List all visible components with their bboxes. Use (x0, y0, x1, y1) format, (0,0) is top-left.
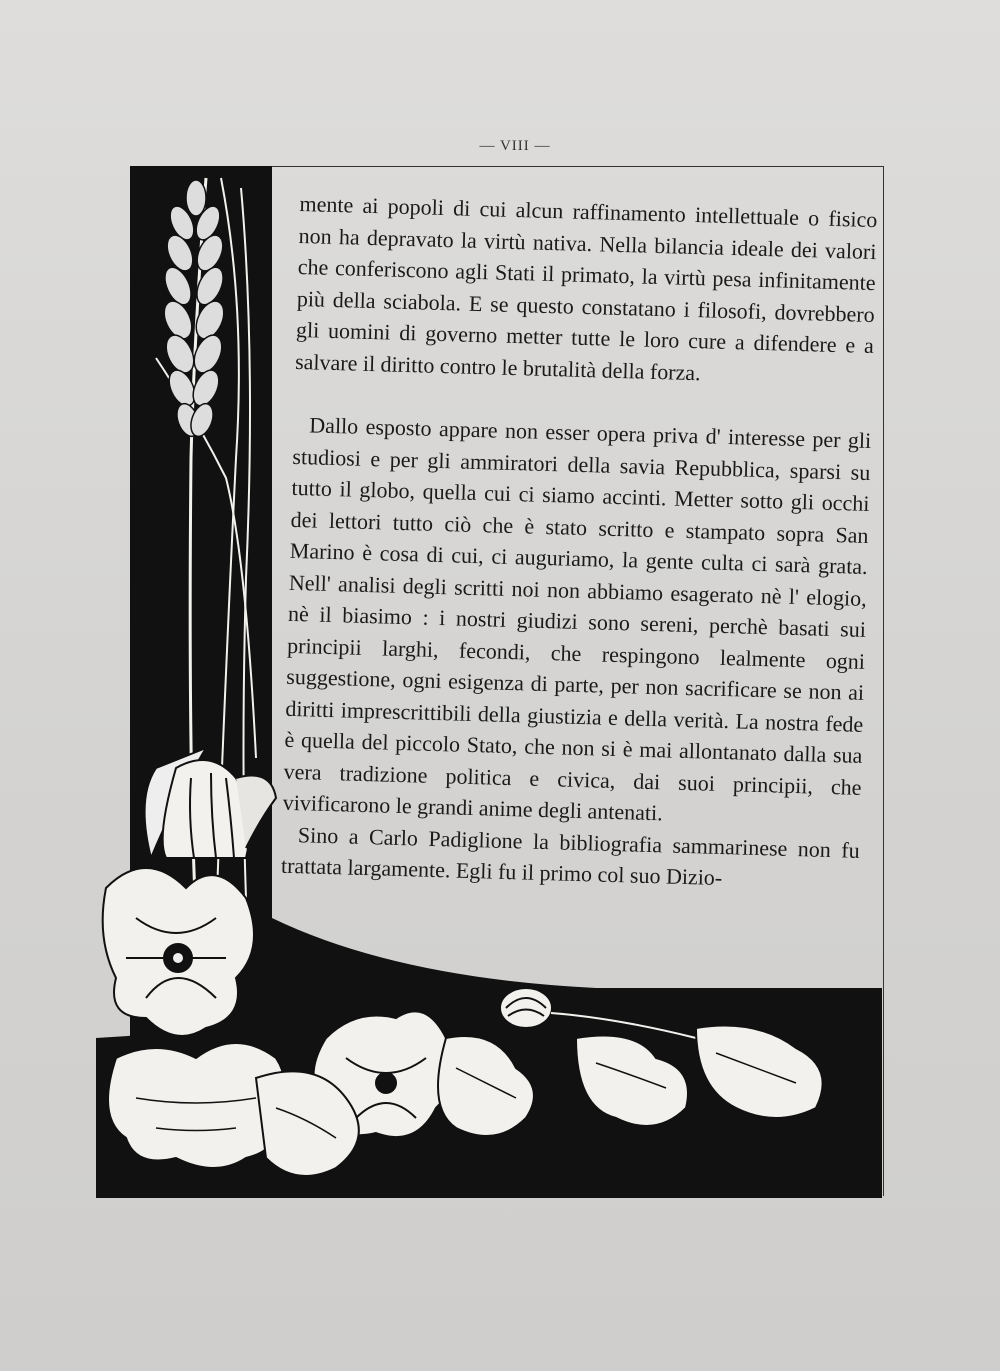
main-text (281, 188, 878, 897)
page-number: — VIII — (479, 138, 551, 154)
artist-monogram: NP (826, 1085, 867, 1115)
paragraph: Sino a Carlo Padiglione la bibliografia sammarinese non fu trattata largamente. Egli fu il primo col suo Dizio- (280, 821, 861, 891)
poppy-flower-icon (103, 868, 254, 1036)
paragraph: mente ai popoli di cui alcun raffinamento intellettuale o fisico non ha depravato la virtù nativa. Nella bilancia ideale dei valori che conferiscono agli Stati il primato, la virtù pesa infinitamente più della sciabola. E se questo constatano i filosofi, dovrebbero gli uomini di governo metter tutte le loro cure a difendere e a salvare il diritto contro le brutalità della forza. (294, 190, 878, 385)
paragraph: Dallo esposto appare non esser opera priva d' interesse per gli studiosi e per gli ammiratori della savia Repubblica, sparsi su tutto il globo, quella cui ci siamo accinti. Metter sotto gli occhi dei lettori tutto ciò che è stato scritto e stampato sopra San Marino è cosa di cui, ci auguriamo, la gente culta ci sarà grata. Nell' analisi degli scritti noi non abbiamo esagerato nè l' elogio, nè il biasimo : i nostri giudizi sono sereni, perchè basati sui principii larghi, fecondi, che respingono lealmente ogni suggestione, ogni esigenza di parte, per non sacrificare se non ai diritti imprescrittibili della giustizia e della verità. La nostra fede è quella del piccolo Stato, che non si è mai allontanato dalla sua vera tradizione politica e civica, dai suoi principii, che vivificarono le grandi anime degli antenati. (282, 412, 872, 826)
